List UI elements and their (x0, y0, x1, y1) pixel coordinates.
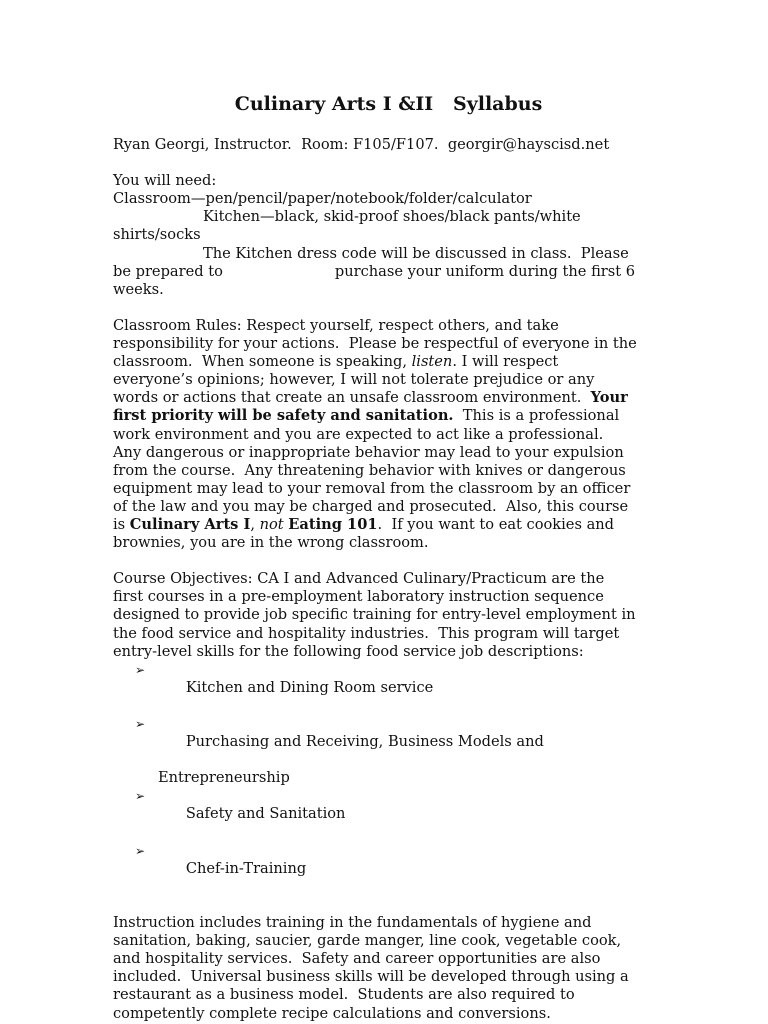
rules-line: words or actions that create an unsafe classroom environment. Your (113, 389, 628, 407)
course-objectives-section (113, 570, 658, 896)
objectives-line: first courses in a pre-employment laboratory instruction sequence (113, 588, 604, 606)
rules-line: equipment may lead to your removal from the classroom by an officer (113, 479, 631, 497)
rules-line: Classroom Rules: Respect yourself, respect others, and take (113, 316, 559, 334)
rules-line: from the course. Any threatening behavior with knives or dangerous (113, 461, 626, 479)
objectives-line: the food service and hospitality industries. This program will target (113, 624, 620, 642)
instruction-line: sanitation, baking, saucier, garde manger, line cook, vegetable cook, (113, 932, 622, 950)
instruction-line: Instruction includes training in the fundamentals of hygiene and (113, 914, 592, 932)
priority-emphasis: first priority will be safety and sanitation. (113, 407, 454, 425)
supplies-kitchen-line-2: shirts/socks (113, 226, 201, 244)
bullet-item: ➢ Safety and Sanitation (135, 789, 346, 823)
supplies-kitchen-line-1: Kitchen—black, skid-proof shoes/black pants/white (203, 208, 581, 226)
arrow-bullet-icon: ➢ (135, 843, 146, 858)
supplies-classroom: Classroom—pen/pencil/paper/notebook/folder/calculator (113, 190, 532, 208)
rules-line: first priority will be safety and sanitation. This is a professional (113, 407, 620, 425)
rules-line: classroom. When someone is speaking, listen. I will respect (113, 353, 559, 371)
instruction-section (113, 914, 658, 1023)
bullet-item: ➢ Kitchen and Dining Room service (135, 662, 434, 696)
rules-line: Any dangerous or inappropriate behavior may lead to your expulsion (113, 443, 624, 461)
instruction-line: included. Universal business skills will be developed through using a (113, 968, 629, 986)
rules-line: of the law and you may be charged and prosecuted. Also, this course (113, 497, 629, 515)
instruction-line: competently complete recipe calculations and conversions. (113, 1004, 551, 1022)
dress-code-line-2: be prepared to purchase your uniform during the first 6 (113, 262, 636, 280)
instruction-line: and hospitality services. Safety and career opportunities are also (113, 950, 601, 968)
document-title: Culinary Arts I &II Syllabus (234, 93, 543, 115)
rules-line: brownies, you are in the wrong classroom. (113, 534, 429, 552)
arrow-bullet-icon: ➢ (135, 789, 146, 804)
rules-line: is Culinary Arts I, not Eating 101. If you want to eat cookies and (113, 515, 615, 533)
rules-line: work environment and you are expected to act like a professional. (113, 425, 604, 443)
rules-line: everyone’s opinions; however, I will not tolerate prejudice or any (113, 371, 595, 389)
listen-emphasis: listen (411, 353, 453, 371)
arrow-bullet-icon: ➢ (135, 717, 146, 731)
objectives-line: designed to provide job specific training for entry-level employment in (113, 606, 636, 624)
supplies-section (113, 172, 658, 299)
dress-code-line-1: The Kitchen dress code will be discussed in class. Please (203, 244, 629, 262)
bullet-item-continuation: Entrepreneurship (158, 769, 290, 787)
rules-line: responsibility for your actions. Please be respectful of everyone in the (113, 335, 637, 353)
bullet-item: ➢ Purchasing and Receiving, Business Models and (135, 717, 544, 751)
supplies-heading: You will need: (113, 172, 217, 190)
instruction-line: restaurant as a business model. Students are also required to (113, 986, 575, 1004)
classroom-rules-section (113, 317, 658, 552)
dress-code-line-3: weeks. (113, 280, 164, 298)
objectives-line: entry-level skills for the following food service job descriptions: (113, 642, 584, 660)
syllabus-page (113, 92, 658, 1023)
instructor-line: Ryan Georgi, Instructor. Room: F105/F107. georgir@hayscisd.net (113, 136, 610, 153)
objectives-line: Course Objectives: CA I and Advanced Culinary/Practicum are the (113, 570, 605, 588)
bullet-item: ➢ Chef-in-Training (135, 843, 307, 877)
arrow-bullet-icon: ➢ (135, 662, 146, 677)
